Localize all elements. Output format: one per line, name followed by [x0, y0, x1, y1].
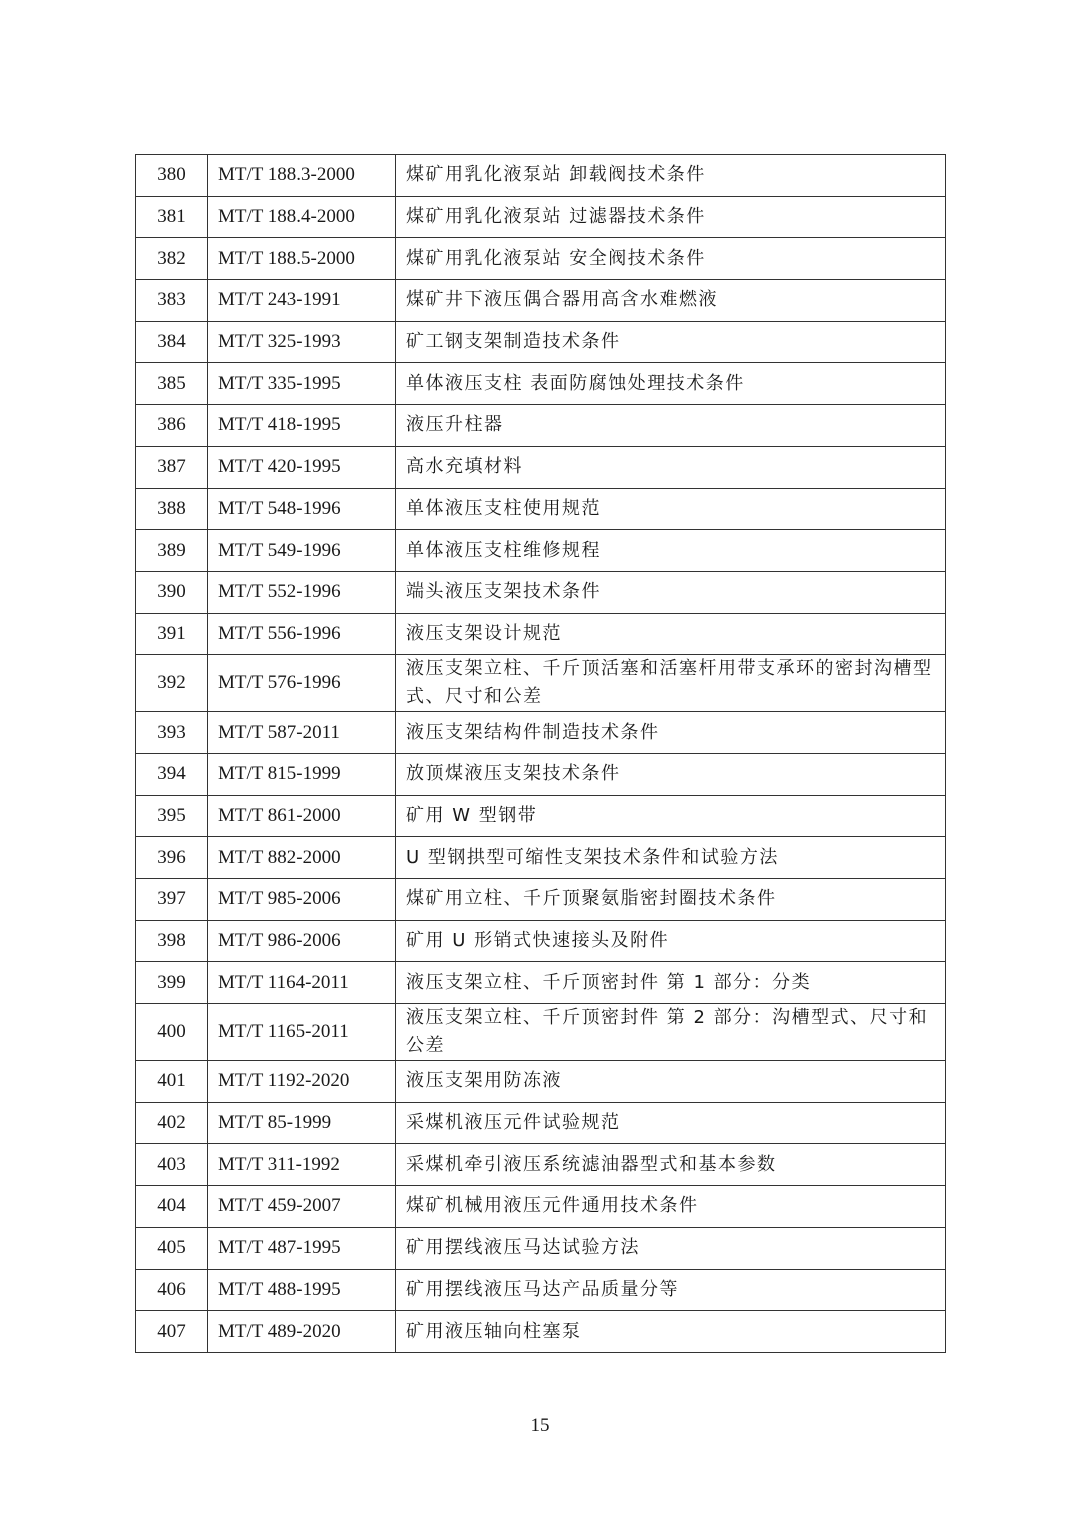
- table-row: [136, 712, 946, 754]
- row-number-cell: 384: [136, 321, 208, 363]
- standard-code-cell: MT/T 311-1992: [208, 1144, 396, 1186]
- table-row: [136, 196, 946, 238]
- table-row: [136, 488, 946, 530]
- page-number: 15: [530, 1415, 550, 1436]
- standard-code-cell: MT/T 815-1999: [208, 753, 396, 795]
- row-number-cell: 386: [136, 405, 208, 447]
- standard-name-cell: 放顶煤液压支架技术条件: [396, 753, 946, 795]
- standards-table-body: [136, 155, 946, 1353]
- standard-name-cell: 液压支架用防冻液: [396, 1061, 946, 1103]
- row-number-cell: 392: [136, 655, 208, 712]
- row-number-cell: 401: [136, 1061, 208, 1103]
- standard-name-cell: 煤矿用立柱、千斤顶聚氨脂密封圈技术条件: [396, 879, 946, 921]
- row-number-cell: 407: [136, 1311, 208, 1353]
- row-number-cell: 380: [136, 155, 208, 197]
- row-number-cell: 387: [136, 446, 208, 488]
- table-row: [136, 1269, 946, 1311]
- standard-name-cell: U 型钢拱型可缩性支架技术条件和试验方法: [396, 837, 946, 879]
- standard-code-cell: MT/T 861-2000: [208, 795, 396, 837]
- standard-code-cell: MT/T 325-1993: [208, 321, 396, 363]
- table-row: [136, 1102, 946, 1144]
- standard-name-cell: 矿用液压轴向柱塞泵: [396, 1311, 946, 1353]
- standard-name-cell: 端头液压支架技术条件: [396, 571, 946, 613]
- row-number-cell: 405: [136, 1227, 208, 1269]
- row-number-cell: 395: [136, 795, 208, 837]
- standards-table: [135, 154, 946, 1353]
- standard-name-cell: 单体液压支柱维修规程: [396, 530, 946, 572]
- standard-code-cell: MT/T 985-2006: [208, 879, 396, 921]
- row-number-cell: 396: [136, 837, 208, 879]
- standard-name-cell: 液压支架立柱、千斤顶密封件 第 2 部分：沟槽型式、尺寸和公差: [396, 1004, 946, 1061]
- row-number-cell: 403: [136, 1144, 208, 1186]
- standard-code-cell: MT/T 188.3-2000: [208, 155, 396, 197]
- table-row: [136, 530, 946, 572]
- row-number-cell: 385: [136, 363, 208, 405]
- row-number-cell: 406: [136, 1269, 208, 1311]
- row-number-cell: 383: [136, 280, 208, 322]
- standard-code-cell: MT/T 1165-2011: [208, 1004, 396, 1061]
- standard-code-cell: MT/T 548-1996: [208, 488, 396, 530]
- row-number-cell: 391: [136, 613, 208, 655]
- standard-code-cell: MT/T 243-1991: [208, 280, 396, 322]
- table-row: [136, 879, 946, 921]
- standard-name-cell: 煤矿井下液压偶合器用高含水难燃液: [396, 280, 946, 322]
- standard-code-cell: MT/T 986-2006: [208, 920, 396, 962]
- standard-code-cell: MT/T 549-1996: [208, 530, 396, 572]
- table-row: [136, 1144, 946, 1186]
- table-row: [136, 1311, 946, 1353]
- table-row: [136, 962, 946, 1004]
- row-number-cell: 382: [136, 238, 208, 280]
- standard-code-cell: MT/T 552-1996: [208, 571, 396, 613]
- table-row: [136, 613, 946, 655]
- standard-code-cell: MT/T 1192-2020: [208, 1061, 396, 1103]
- row-number-cell: 402: [136, 1102, 208, 1144]
- standard-name-cell: 煤矿用乳化液泵站 安全阀技术条件: [396, 238, 946, 280]
- table-row: [136, 655, 946, 712]
- row-number-cell: 390: [136, 571, 208, 613]
- standard-name-cell: 矿工钢支架制造技术条件: [396, 321, 946, 363]
- standard-name-cell: 煤矿用乳化液泵站 过滤器技术条件: [396, 196, 946, 238]
- table-row: [136, 571, 946, 613]
- standard-code-cell: MT/T 85-1999: [208, 1102, 396, 1144]
- standard-name-cell: 液压支架立柱、千斤顶密封件 第 1 部分：分类: [396, 962, 946, 1004]
- standard-code-cell: MT/T 1164-2011: [208, 962, 396, 1004]
- standard-code-cell: MT/T 188.5-2000: [208, 238, 396, 280]
- table-row: [136, 280, 946, 322]
- table-row: [136, 446, 946, 488]
- standard-code-cell: MT/T 489-2020: [208, 1311, 396, 1353]
- standard-code-cell: MT/T 487-1995: [208, 1227, 396, 1269]
- standard-code-cell: MT/T 188.4-2000: [208, 196, 396, 238]
- standard-code-cell: MT/T 556-1996: [208, 613, 396, 655]
- table-row: [136, 1227, 946, 1269]
- table-row: [136, 1061, 946, 1103]
- table-row: [136, 321, 946, 363]
- standard-code-cell: MT/T 418-1995: [208, 405, 396, 447]
- standard-code-cell: MT/T 882-2000: [208, 837, 396, 879]
- standard-name-cell: 矿用 W 型钢带: [396, 795, 946, 837]
- table-row: [136, 1004, 946, 1061]
- standard-code-cell: MT/T 459-2007: [208, 1186, 396, 1228]
- row-number-cell: 404: [136, 1186, 208, 1228]
- row-number-cell: 400: [136, 1004, 208, 1061]
- standard-code-cell: MT/T 420-1995: [208, 446, 396, 488]
- row-number-cell: 393: [136, 712, 208, 754]
- standard-name-cell: 单体液压支柱使用规范: [396, 488, 946, 530]
- standard-name-cell: 液压支架立柱、千斤顶活塞和活塞杆用带支承环的密封沟槽型式、尺寸和公差: [396, 655, 946, 712]
- table-row: [136, 795, 946, 837]
- standard-name-cell: 煤矿用乳化液泵站 卸载阀技术条件: [396, 155, 946, 197]
- standard-name-cell: 矿用摆线液压马达产品质量分等: [396, 1269, 946, 1311]
- table-row: [136, 753, 946, 795]
- standard-name-cell: 液压支架设计规范: [396, 613, 946, 655]
- row-number-cell: 397: [136, 879, 208, 921]
- table-row: [136, 1186, 946, 1228]
- row-number-cell: 394: [136, 753, 208, 795]
- standard-name-cell: 矿用摆线液压马达试验方法: [396, 1227, 946, 1269]
- standard-name-cell: 液压升柱器: [396, 405, 946, 447]
- table-row: [136, 837, 946, 879]
- standard-name-cell: 高水充填材料: [396, 446, 946, 488]
- standard-name-cell: 矿用 U 形销式快速接头及附件: [396, 920, 946, 962]
- row-number-cell: 399: [136, 962, 208, 1004]
- row-number-cell: 388: [136, 488, 208, 530]
- row-number-cell: 398: [136, 920, 208, 962]
- standard-code-cell: MT/T 587-2011: [208, 712, 396, 754]
- table-row: [136, 155, 946, 197]
- standard-name-cell: 单体液压支柱 表面防腐蚀处理技术条件: [396, 363, 946, 405]
- table-row: [136, 363, 946, 405]
- table-row: [136, 920, 946, 962]
- row-number-cell: 389: [136, 530, 208, 572]
- table-row: [136, 405, 946, 447]
- standard-name-cell: 液压支架结构件制造技术条件: [396, 712, 946, 754]
- standard-name-cell: 煤矿机械用液压元件通用技术条件: [396, 1186, 946, 1228]
- standard-name-cell: 采煤机牵引液压系统滤油器型式和基本参数: [396, 1144, 946, 1186]
- row-number-cell: 381: [136, 196, 208, 238]
- standard-name-cell: 采煤机液压元件试验规范: [396, 1102, 946, 1144]
- standard-code-cell: MT/T 335-1995: [208, 363, 396, 405]
- standard-code-cell: MT/T 488-1995: [208, 1269, 396, 1311]
- standard-code-cell: MT/T 576-1996: [208, 655, 396, 712]
- table-row: [136, 238, 946, 280]
